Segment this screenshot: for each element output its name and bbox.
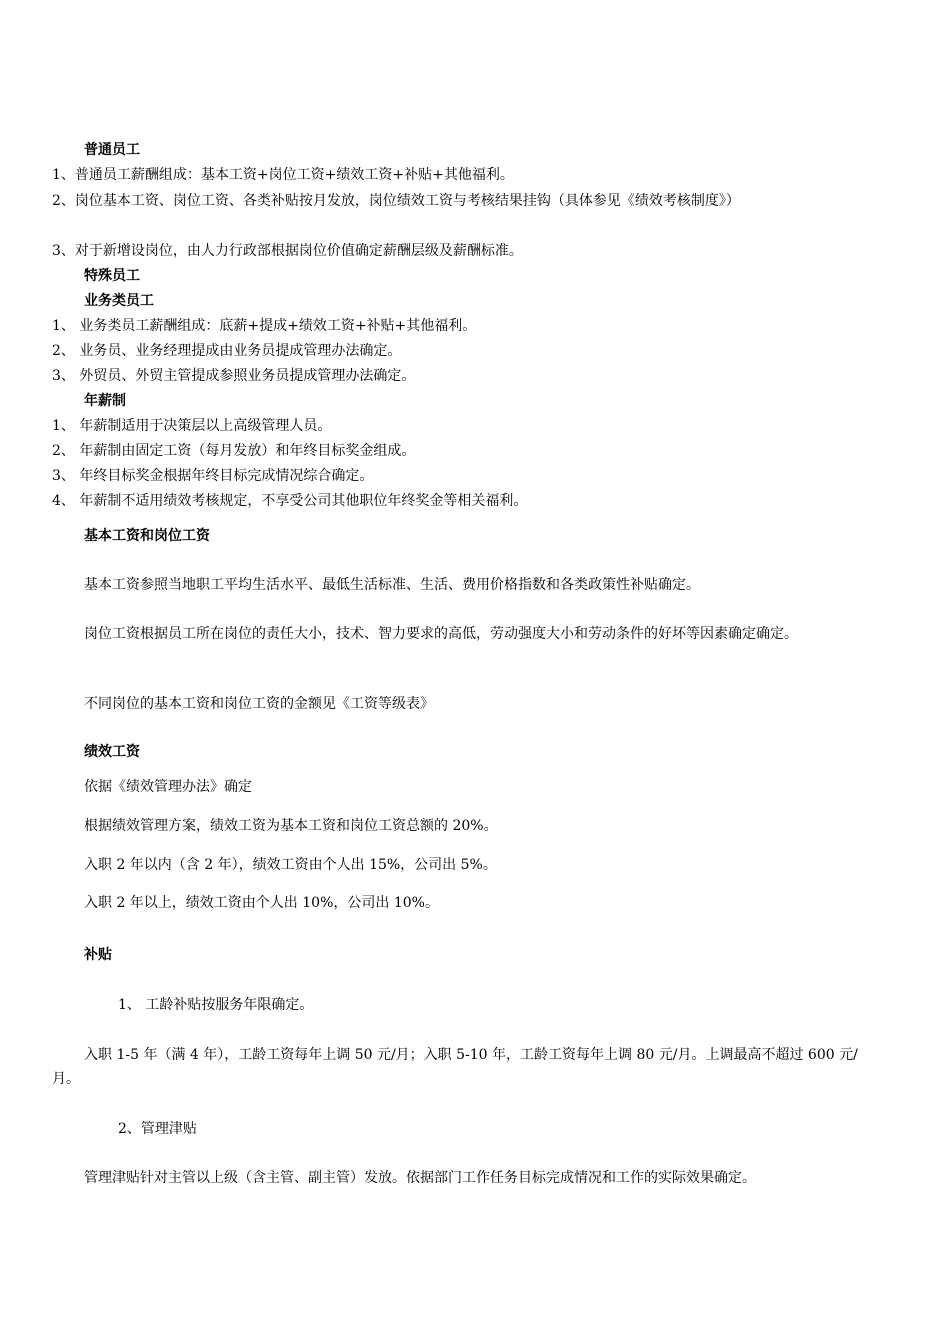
- base-paragraph-1: 基本工资参照当地职工平均生活水平、最低生活标准、生活、费用价格指数和各类政策性补贴确定。: [84, 577, 700, 593]
- performance-paragraph-2: 根据绩效管理方案，绩效工资为基本工资和岗位工资总额的 20%。: [84, 818, 498, 834]
- ordinary-item-3: 3、对于新增设岗位，由人力行政部根据岗位价值确定薪酬层级及薪酬标准。: [52, 243, 523, 259]
- annual-item-3: 3、 年终目标奖金根据年终目标完成情况综合确定。: [52, 468, 374, 484]
- heading-business-staff: 业务类员工: [84, 293, 154, 309]
- performance-paragraph-1: 依据《绩效管理办法》确定: [84, 779, 252, 795]
- business-item-3: 3、 外贸员、外贸主管提成参照业务员提成管理办法确定。: [52, 368, 416, 384]
- annual-item-4: 4、 年薪制不适用绩效考核规定，不享受公司其他职位年终奖金等相关福利。: [52, 493, 528, 509]
- business-item-2: 2、 业务员、业务经理提成由业务员提成管理办法确定。: [52, 343, 402, 359]
- subsidy-item-1-text: 入职 1-5 年（满 4 年），工龄工资每年上调 50 元/月；入职 5-10 年，工龄工资每年上调 80 元/月。上调最高不超过 600 元/月。: [52, 1047, 858, 1087]
- heading-base-and-post-salary: 基本工资和岗位工资: [84, 528, 210, 544]
- heading-performance-salary: 绩效工资: [84, 744, 140, 760]
- heading-ordinary-staff: 普通员工: [84, 142, 140, 158]
- performance-paragraph-3: 入职 2 年以内（含 2 年），绩效工资由个人出 15%，公司出 5%。: [84, 857, 497, 873]
- annual-item-2: 2、 年薪制由固定工资（每月发放）和年终目标奖金组成。: [52, 443, 416, 459]
- heading-subsidy: 补贴: [84, 947, 112, 963]
- heading-annual-salary: 年薪制: [84, 393, 126, 409]
- performance-paragraph-4: 入职 2 年以上，绩效工资由个人出 10%，公司出 10%。: [84, 895, 439, 911]
- ordinary-item-1: 1、普通员工薪酬组成：基本工资+岗位工资+绩效工资+补贴+其他福利。: [52, 167, 514, 183]
- document-page: [52, 0, 870, 1344]
- base-paragraph-2: 岗位工资根据员工所在岗位的责任大小，技术、智力要求的高低，劳动强度大小和劳动条件的好坏等因素确定确定。: [84, 626, 798, 642]
- annual-item-1: 1、 年薪制适用于决策层以上高级管理人员。: [52, 418, 332, 434]
- business-item-1: 1、 业务类员工薪酬组成：底薪+提成+绩效工资+补贴+其他福利。: [52, 318, 477, 334]
- subsidy-item-1-title: 1、 工龄补贴按服务年限确定。: [118, 997, 314, 1013]
- base-paragraph-3: 不同岗位的基本工资和岗位工资的金额见《工资等级表》: [84, 696, 434, 712]
- subsidy-item-2-text: 管理津贴针对主管以上级（含主管、副主管）发放。依据部门工作任务目标完成情况和工作的实际效果确定。: [84, 1170, 756, 1186]
- heading-special-staff: 特殊员工: [84, 268, 140, 284]
- subsidy-item-2-title: 2、管理津贴: [118, 1121, 197, 1137]
- ordinary-item-2: 2、岗位基本工资、岗位工资、各类补贴按月发放，岗位绩效工资与考核结果挂钩（具体参见《绩效考核制度》）: [52, 193, 740, 209]
